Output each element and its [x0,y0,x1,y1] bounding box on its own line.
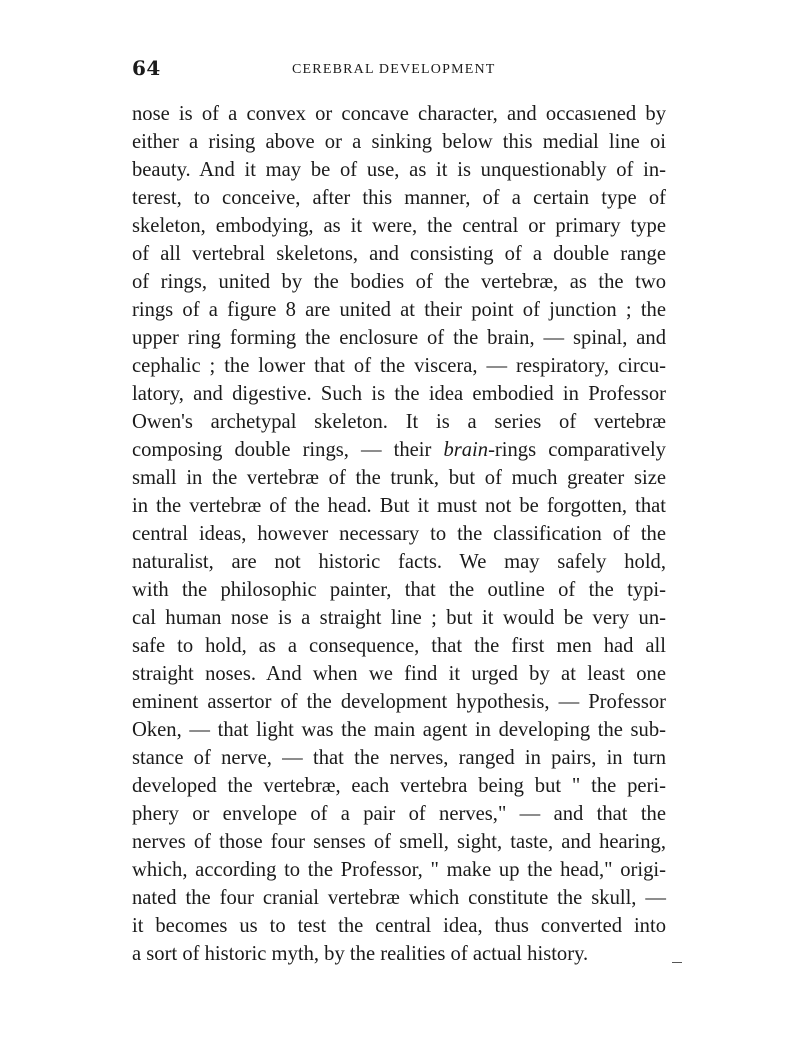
text-line: nose is of a convex or concave character, and occasıened by [132,103,666,125]
text-line: Oken, — that light was the main agent in developing the sub- [132,719,666,741]
page-number: 64 [132,56,161,80]
body-text [132,100,666,968]
text-line: phery or envelope of a pair of nerves," — and that the [132,803,666,825]
text-line: central ideas, however necessary to the classification of the [132,523,666,545]
text-line: naturalist, are not historic facts. We may safely hold, [132,551,666,573]
text-line: eminent assertor of the development hypothesis, — Professor [132,691,666,713]
text-line: Owen's archetypal skeleton. It is a series of vertebræ [132,411,666,433]
text-line: with the philosophic painter, that the outline of the typi- [132,579,666,601]
text-line: stance of nerve, — that the nerves, ranged in pairs, in turn [132,747,666,769]
text-line: nerves of those four senses of smell, sight, taste, and hearing, [132,831,666,853]
text-line: either a rising above or a sinking below this medial line oi [132,131,666,153]
text-line: nated the four cranial vertebræ which constitute the skull, — [132,887,666,909]
page-header [132,56,666,86]
text-line: rings of a figure 8 are united at their point of junction ; the [132,299,666,321]
text-line: in the vertebræ of the head. But it must not be forgotten, that [132,495,666,517]
text-line: beauty. And it may be of use, as it is unquestionably of in- [132,159,666,181]
text-line: developed the vertebræ, each vertebra being but " the peri- [132,775,666,797]
text-line: small in the vertebræ of the trunk, but of much greater size [132,467,666,489]
running-title: CEREBRAL DEVELOPMENT [292,62,496,77]
line-text: composing double rings, — their [132,439,444,461]
text-line: skeleton, embodying, as it were, the central or primary type [132,215,666,237]
text-line: it becomes us to test the central idea, thus converted into [132,915,666,937]
text-line: upper ring forming the enclosure of the brain, — spinal, and [132,327,666,349]
text-line: latory, and digestive. Such is the idea embodied in Professor [132,383,666,405]
text-line [132,436,666,464]
print-mark [672,962,682,963]
text-line: cephalic ; the lower that of the viscera, — respiratory, circu- [132,355,666,377]
text-line: cal human nose is a straight line ; but it would be very un- [132,607,666,629]
line-text: -rings comparatively [488,439,666,461]
text-line: a sort of historic myth, by the realities of actual history. [132,943,589,965]
text-line: safe to hold, as a consequence, that the first men had all [132,635,666,657]
text-line: of all vertebral skeletons, and consisting of a double range [132,243,666,265]
italic-word: brain [443,439,489,461]
text-line: of rings, united by the bodies of the vertebræ, as the two [132,271,666,293]
text-line: which, according to the Professor, " make up the head," origi- [132,859,666,881]
text-line: straight noses. And when we find it urged by at least one [132,663,666,685]
text-line: terest, to conceive, after this manner, of a certain type of [132,187,666,209]
